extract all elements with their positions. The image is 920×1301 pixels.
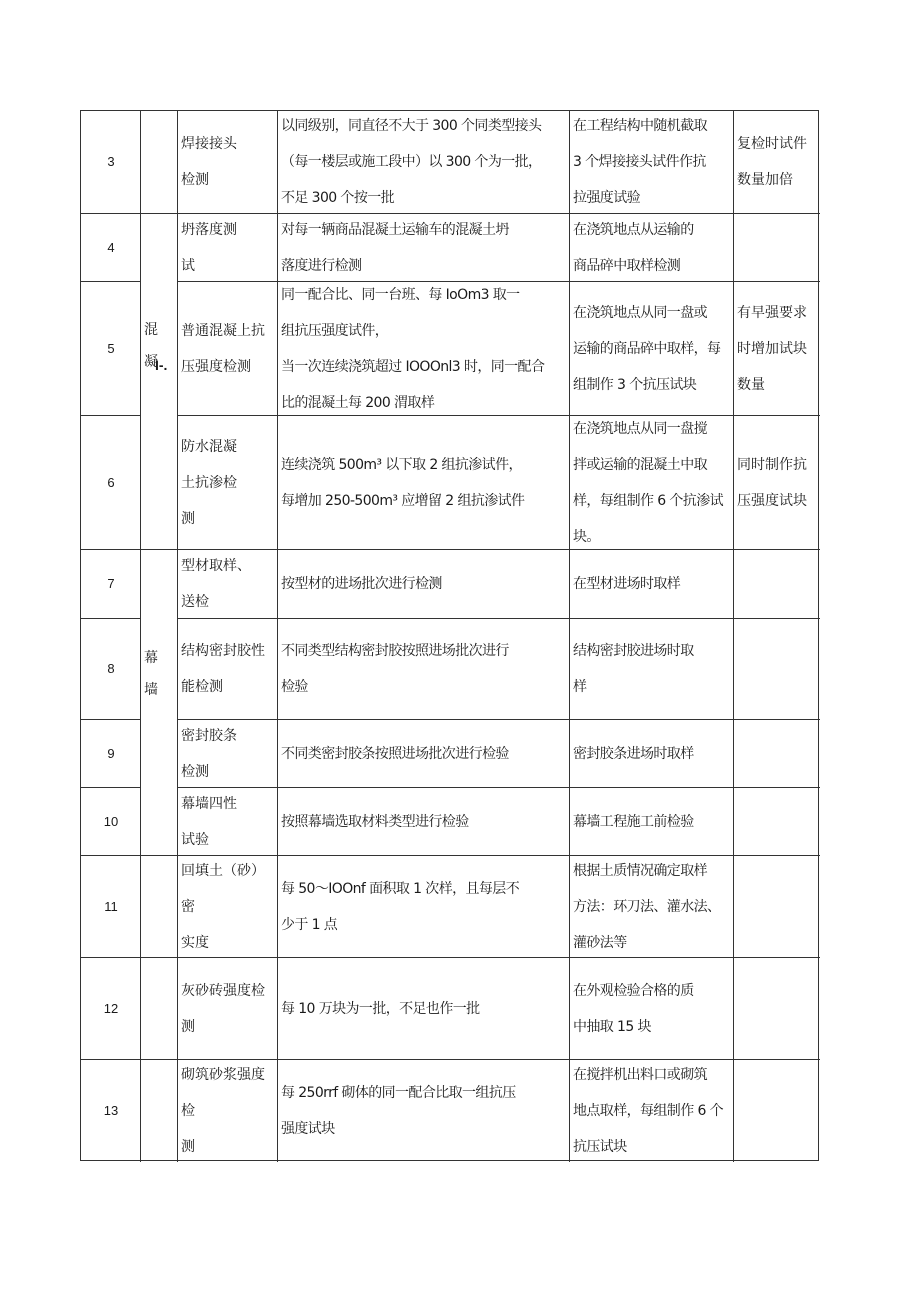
sampling-method-cell (570, 282, 734, 416)
row-number (81, 282, 141, 416)
sampling-frequency-cell-text: 对每一辆商品混凝土运输车的混凝土坍 落度进行检测 (281, 221, 509, 274)
row-number (81, 619, 141, 720)
sampling-frequency-cell-text: 不同类密封胶条按照进场批次进行检验 (281, 745, 509, 762)
concrete-group-cell (141, 214, 178, 550)
test-item-cell (178, 720, 278, 788)
test-item-cell-text: 坍落度测 试 (181, 221, 237, 274)
test-item-cell (178, 550, 278, 619)
remark-cell (734, 111, 820, 214)
inspection-table (80, 110, 819, 1161)
sampling-method-cell-text: 在浇筑地点从同一盘或 运输的商品碎中取样，每 组制作 3 个抗压试块 (573, 304, 721, 393)
sampling-frequency-cell-text: 连续浇筑 500m³ 以下取 2 组抗渗试件， 每增加 250-500m³ 应增留 2 组抗渗试件 (281, 456, 525, 509)
sampling-method-cell-text: 在浇筑地点从同一盘搅 拌或运输的混凝土中取 样，每组制作 6 个抗渗试 块。 (573, 420, 724, 545)
remark-cell (734, 788, 820, 856)
sampling-frequency-cell (278, 958, 570, 1060)
curtain-wall-group-cell-label: 幕 墙 (144, 650, 158, 698)
category-cell (141, 111, 178, 214)
remark-cell (734, 214, 820, 282)
sampling-method-cell-text: 结构密封胶进场时取 样 (573, 643, 694, 695)
sampling-frequency-cell-text: 同一配合比、同一台班、每 IoOm3 取一 组抗压强度试件， 当一次连续浇筑超过 IOOOnl3 时，同一配合 比的混凝土每 200 渭取样 (281, 286, 545, 411)
sampling-frequency-cell (278, 720, 570, 788)
sampling-method-cell (570, 416, 734, 550)
test-item-cell-text: 密封胶条 检测 (181, 727, 237, 780)
row-number-text: 5 (107, 340, 115, 356)
test-item-cell (178, 416, 278, 550)
row-number (81, 788, 141, 856)
sampling-method-cell-text: 在浇筑地点从运输的 商品碎中取样检测 (573, 221, 694, 274)
remark-cell-text: 复检时试件 数量加倍 (737, 136, 807, 188)
row-number-text: 11 (104, 898, 118, 914)
test-item-cell (178, 282, 278, 416)
row-number-text: 13 (103, 1103, 119, 1118)
test-item-cell-text: 砌筑砂浆强度检 测 (181, 1067, 265, 1155)
test-item-cell (178, 619, 278, 720)
sampling-frequency-cell-text: 每 50～IOOnf 面积取 1 次样，且每层不 少于 1 点 (281, 880, 520, 933)
sampling-method-cell-text: 根据土质情况确定取样 方法：环刀法、灌水法、 灌砂法等 (573, 862, 721, 951)
row-number-text: 9 (107, 745, 115, 761)
row-number (81, 416, 141, 550)
sampling-method-cell-text: 在搅拌机出料口或砌筑 地点取样，每组制作 6 个 抗压试块 (573, 1067, 724, 1155)
remark-cell (734, 619, 820, 720)
sampling-frequency-cell (278, 214, 570, 282)
sampling-frequency-cell (278, 416, 570, 550)
sampling-method-cell-text: 密封胶条进场时取样 (573, 745, 694, 762)
test-item-cell-text: 灰砂砖强度检测 (181, 982, 265, 1035)
remark-cell (734, 1060, 820, 1162)
row-number (81, 856, 141, 958)
test-item-cell (178, 214, 278, 282)
test-item-cell-text: 普通混凝上抗 压强度检测 (181, 322, 265, 375)
test-item-cell (178, 856, 278, 958)
sampling-frequency-cell (278, 282, 570, 416)
remark-cell (734, 550, 820, 619)
row-number-text: 12 (103, 1000, 119, 1016)
sampling-method-cell (570, 550, 734, 619)
concrete-group-cell-mark: I-. (155, 357, 168, 373)
sampling-frequency-cell (278, 788, 570, 856)
remark-cell (734, 720, 820, 788)
test-item-cell-text: 防水混凝 土抗渗检 测 (181, 438, 237, 527)
row-number-text: 7 (107, 576, 115, 591)
sampling-frequency-cell-text: 不同类型结构密封胶按照进场批次进行 检验 (281, 643, 509, 695)
category-cell (141, 856, 178, 958)
sampling-method-cell (570, 111, 734, 214)
remark-cell-text: 有早强要求 时增加试块 数量 (737, 304, 807, 393)
sampling-method-cell (570, 788, 734, 856)
category-cell (141, 1060, 178, 1162)
remark-cell (734, 282, 820, 416)
test-item-cell-text: 回填土（砂）密 实度 (181, 862, 265, 951)
sampling-method-cell (570, 856, 734, 958)
test-item-cell (178, 958, 278, 1060)
remark-cell (734, 856, 820, 958)
remark-cell (734, 958, 820, 1060)
row-number-text: 3 (107, 154, 115, 169)
remark-cell (734, 416, 820, 550)
row-number-text: 8 (107, 661, 115, 676)
sampling-method-cell (570, 214, 734, 282)
sampling-method-cell (570, 720, 734, 788)
sampling-frequency-cell-text: 以同级别，同直径不大于 300 个同类型接头 （每一楼层或施工段中）以 300 个为一批， 不足 300 个按一批 (281, 118, 542, 206)
row-number (81, 958, 141, 1060)
test-item-cell-text: 型材取样、 送检 (181, 558, 251, 610)
test-item-cell-text: 焊接接头 检测 (181, 136, 237, 188)
row-number-text: 6 (107, 474, 115, 490)
remark-cell-text: 同时制作抗 压强度试块 (737, 456, 807, 509)
row-number (81, 550, 141, 619)
sampling-frequency-cell (278, 111, 570, 214)
sampling-method-cell (570, 619, 734, 720)
concrete-group-cell-label: 混 凝 (144, 322, 158, 370)
test-item-cell (178, 111, 278, 214)
sampling-method-cell (570, 1060, 734, 1162)
sampling-method-cell-text: 在型材进场时取样 (573, 576, 681, 592)
sampling-frequency-cell (278, 856, 570, 958)
sampling-frequency-cell (278, 550, 570, 619)
test-item-cell-text: 幕墙四性 试验 (181, 795, 237, 848)
sampling-method-cell-text: 在外观检验合格的质 中抽取 15 块 (573, 982, 694, 1035)
sampling-method-cell-text: 幕墙工程施工前检验 (573, 813, 694, 830)
sampling-frequency-cell-text: 按照幕墙选取材料类型进行检验 (281, 813, 469, 830)
test-item-cell (178, 788, 278, 856)
test-item-cell-text: 结构密封胶性 能检测 (181, 643, 265, 695)
curtain-wall-group-cell (141, 550, 178, 856)
sampling-frequency-cell-text: 每 250rrf 砌体的同一配合比取一组抗压 强度试块 (281, 1085, 516, 1137)
sampling-frequency-cell (278, 1060, 570, 1162)
row-number (81, 214, 141, 282)
row-number (81, 1060, 141, 1162)
row-number (81, 720, 141, 788)
category-cell (141, 958, 178, 1060)
row-number (81, 111, 141, 214)
sampling-frequency-cell (278, 619, 570, 720)
row-number-text: 10 (103, 813, 119, 829)
test-item-cell (178, 1060, 278, 1162)
sampling-method-cell (570, 958, 734, 1060)
sampling-frequency-cell-text: 按型材的进场批次进行检测 (281, 576, 442, 592)
row-number-text: 4 (107, 239, 115, 255)
sampling-method-cell-text: 在工程结构中随机截取 3 个焊接接头试件作抗 拉强度试验 (573, 118, 707, 206)
sampling-frequency-cell-text: 每 10 万块为一批，不足也作一批 (281, 1000, 480, 1017)
